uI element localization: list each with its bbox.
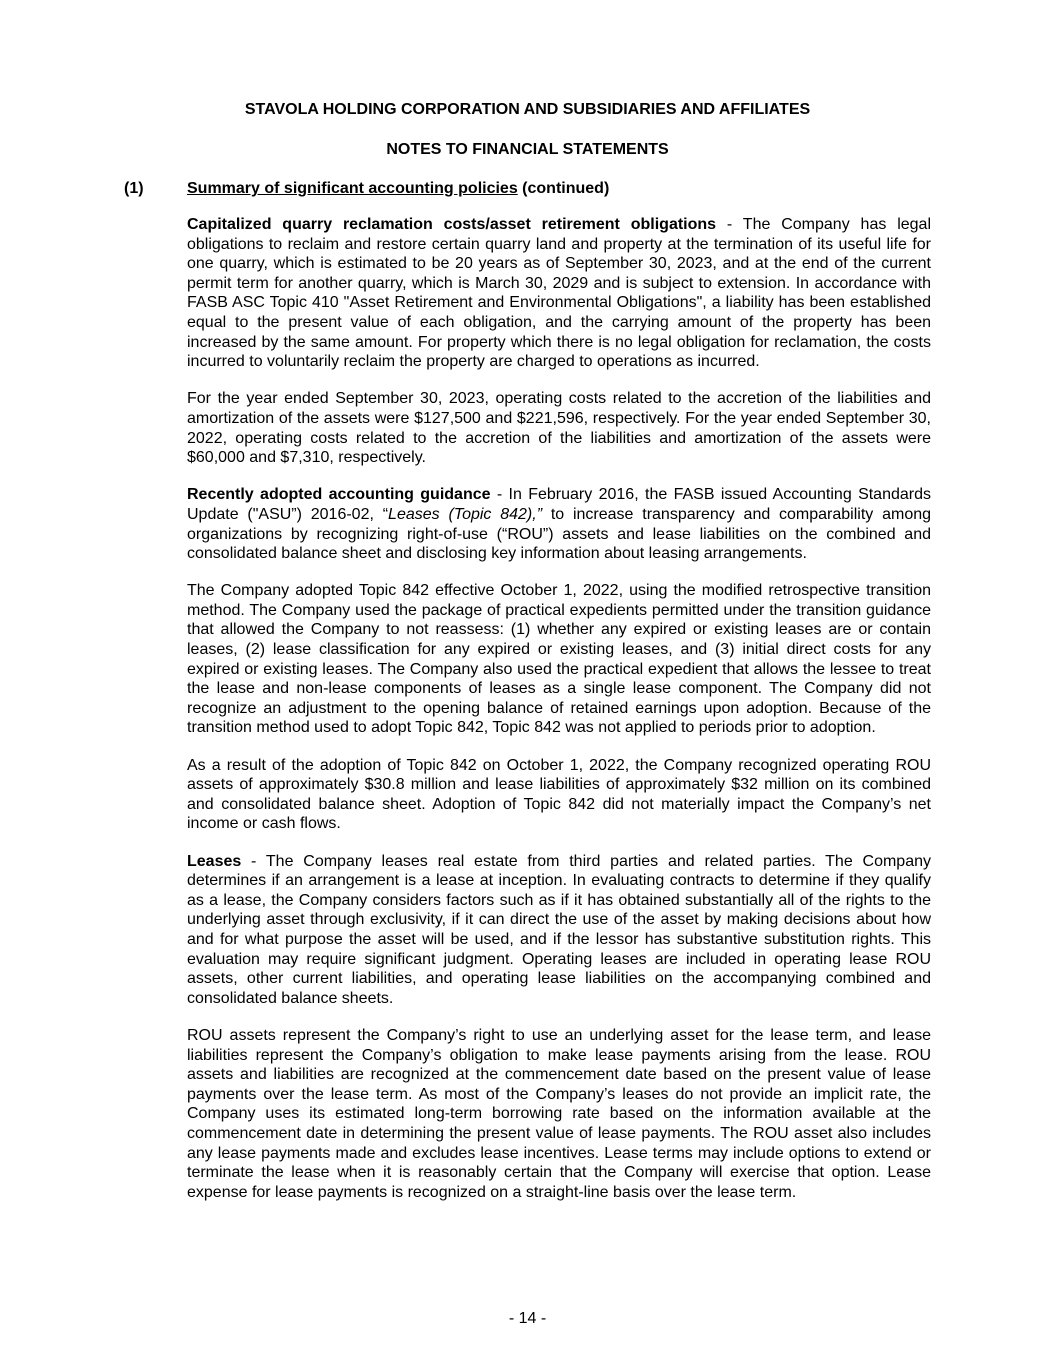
paragraph-italic-title: Leases (Topic 842),” — [388, 505, 543, 523]
paragraph-recent-guidance — [187, 485, 931, 563]
paragraph-text: For the year ended September 30, 2023, operating costs related to the accretion of the liabilities and amortization of the assets were $127,500 and $221,596, respectively. For the year ended September 30, 2022, operating costs related to the accretion of the liabilities and amortization of the assets were $60,000 and $7,310, respectively. — [187, 390, 931, 467]
paragraph-accretion-costs — [187, 389, 931, 467]
paragraph-text: - The Company has legal obligations to reclaim and restore certain quarry land and property at the termination of its useful life for one quarry, which is estimated to be 20 years as of September 30, 2023, and at the end of the current permit term for another quarry, which is March 30, 2029 and is subject to extension. In accordance with FASB ASC Topic 410 "Asset Retirement and Environmental Obligations", a liability has been established equal to the present value of each obligation, and the carrying amount of the property has been increased by the same amount. For property which there is no legal obligation for reclamation, the costs incurred to voluntarily reclaim the property are charged to operations as incurred. — [187, 216, 931, 371]
paragraph-text: - In February 2016, the FASB issued Accounting Standards Update ("ASU”) 2016-02, “ — [187, 486, 932, 523]
paragraph-text: ROU assets represent the Company’s right to use an underlying asset for the lease term, and lease liabilities represent the Company’s obligation to make lease payments arising from the lease. ROU assets and liabilities are recognized at the commencement date based on the present value of lease payments over the lease term. As most of the Company’s leases do not provide an implicit rate, the Company uses its estimated long-term borrowing rate based on the information available at the commencement date in determining the present value of lease payments. The ROU asset also includes any lease payments made and excludes lease incentives. Lease terms may include options to extend or terminate the lease when it is reasonably certain that the Company will exercise that option. Lease expense for lease payments is recognized on a straight-line basis over the lease term. — [187, 1026, 931, 1201]
paragraph-lead: Leases — [187, 852, 242, 870]
notes-body — [187, 215, 931, 1220]
paragraph-rou-assets — [187, 1026, 931, 1202]
paragraph-lead: Recently adopted accounting guidance — [187, 486, 491, 504]
paragraph-lead: Capitalized quarry reclamation costs/asset retirement obligations — [187, 216, 717, 233]
paragraph-text: - The Company leases real estate from third parties and related parties. The Company determines if an arrangement is a lease at inception. In evaluating contracts to determine if they qualify as a lease, the Company considers factors such as if it has obtained substantially all of the rights to the underlying asset through exclusivity, if it can direct the use of the asset by making decisions about how and for what purpose the asset will be used, and if the lessor has substantive substitution rights. This evaluation may require significant judgment. Operating leases are included in operating lease ROU assets, other current liabilities, and operating lease liabilities on the accompanying combined and consolidated balance sheets. — [187, 852, 931, 1007]
paragraph-text: The Company adopted Topic 842 effective October 1, 2022, using the modified retrospective transition method. The Company used the package of practical expedients permitted under the transition guidance that allowed the Company to not reassess: (1) whether any expired or existing leases are or contain leases, (2) lease classification for any expired or existing leases, and (3) initial direct costs for any expired or existing leases. The Company also used the practical expedient that allows the lessee to treat the lease and non-lease components of leases as a single lease component. The Company did not recognize an adjustment to the opening balance of retained earnings upon adoption. Because of the transition method used to adopt Topic 842, Topic 842 was not applied to periods prior to adoption. — [187, 582, 931, 737]
paragraph-topic-842-adoption — [187, 581, 931, 738]
paragraph-asset-retirement — [187, 215, 931, 372]
section-heading — [187, 179, 609, 199]
company-title: STAVOLA HOLDING CORPORATION AND SUBSIDIARIES AND AFFILIATES — [244, 101, 811, 118]
paragraph-adoption-result — [187, 756, 931, 834]
section-title: Summary of significant accounting policies — [187, 180, 518, 197]
section-suffix: (continued) — [517, 180, 610, 197]
paragraph-text: As a result of the adoption of Topic 842 on October 1, 2022, the Company recognized operating ROU assets of approximately $30.8 million and lease liabilities of approximately $32 million on its combined and consolidated balance sheet. Adoption of Topic 842 did not materially impact the Company’s net income or cash flows. — [187, 756, 931, 833]
paragraph-text: to increase transparency and comparability among organizations by recognizing right-of-use (“ROU”) assets and lease liabilities on the combined and consolidated balance sheet and disclosing key information about leasing arrangements. — [187, 505, 932, 563]
paragraph-leases — [187, 852, 931, 1009]
page-number: - 14 - — [508, 1310, 547, 1327]
document-subtitle: NOTES TO FINANCIAL STATEMENTS — [386, 141, 669, 158]
section-number: (1) — [124, 180, 144, 197]
